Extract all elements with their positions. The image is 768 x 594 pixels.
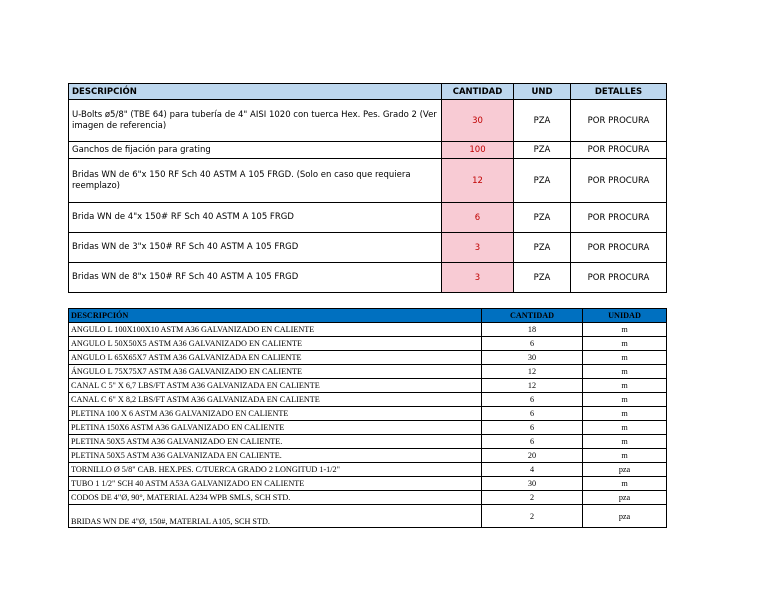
- cell-description: CANAL C 5" X 6,7 LBS/FT ASTM A36 GALVANIZADA EN CALIENTE: [69, 379, 482, 393]
- procurement-table: [68, 83, 667, 293]
- header-descripcion: DESCRIPCIÓN: [69, 84, 442, 100]
- cell-quantity: 18: [482, 323, 583, 337]
- cell-unit: m: [583, 435, 667, 449]
- table-row: [69, 421, 667, 435]
- header-und: UND: [514, 84, 571, 100]
- table-row: [69, 159, 667, 203]
- header-unidad: UNIDAD: [583, 309, 667, 323]
- table-row: [69, 449, 667, 463]
- cell-quantity: 3: [442, 233, 514, 263]
- cell-description: Bridas WN de 6"x 150 RF Sch 40 ASTM A 105 FRGD. (Solo en caso que requiera reemplazo): [69, 159, 442, 203]
- table-row: [69, 323, 667, 337]
- cell-quantity: 6: [482, 435, 583, 449]
- cell-quantity: 4: [482, 463, 583, 477]
- cell-description: TUBO 1 1/2" SCH 40 ASTM A53A GALVANIZADO EN CALIENTE: [69, 477, 482, 491]
- cell-description: CANAL C 6" X 8,2 LBS/FT ASTM A36 GALVANIZADA EN CALIENTE: [69, 393, 482, 407]
- cell-quantity: 30: [482, 351, 583, 365]
- cell-description: ANGULO L 65X65X7 ASTM A36 GALVANIZADA EN CALIENTE: [69, 351, 482, 365]
- table-row: [69, 100, 667, 142]
- cell-quantity: 6: [482, 407, 583, 421]
- cell-quantity: 2: [482, 491, 583, 505]
- cell-details: POR PROCURA: [571, 233, 667, 263]
- cell-quantity: 6: [482, 421, 583, 435]
- table-row: [69, 351, 667, 365]
- cell-details: POR PROCURA: [571, 100, 667, 142]
- cell-quantity: 12: [482, 379, 583, 393]
- table-header-row: [69, 84, 667, 100]
- cell-unit: PZA: [514, 233, 571, 263]
- cell-description: Bridas WN de 8"x 150# RF Sch 40 ASTM A 105 FRGD: [69, 263, 442, 293]
- cell-details: POR PROCURA: [571, 142, 667, 159]
- cell-quantity: 30: [442, 100, 514, 142]
- cell-description: ANGULO L 50X50X5 ASTM A36 GALVANIZADO EN CALIENTE: [69, 337, 482, 351]
- cell-unit: m: [583, 407, 667, 421]
- cell-description: PLETINA 150X6 ASTM A36 GALVANIZADO EN CALIENTE: [69, 421, 482, 435]
- table-row: [69, 337, 667, 351]
- table-header-row: [69, 309, 667, 323]
- cell-unit: m: [583, 449, 667, 463]
- table-row: [69, 477, 667, 491]
- cell-unit: PZA: [514, 142, 571, 159]
- table-row: [69, 463, 667, 477]
- cell-unit: pza: [583, 463, 667, 477]
- cell-unit: PZA: [514, 100, 571, 142]
- table-row: [69, 435, 667, 449]
- cell-quantity: 20: [482, 449, 583, 463]
- cell-quantity: 30: [482, 477, 583, 491]
- cell-quantity: 6: [482, 337, 583, 351]
- cell-description: ANGULO L 100X100X10 ASTM A36 GALVANIZADO EN CALIENTE: [69, 323, 482, 337]
- header-detalles: DETALLES: [571, 84, 667, 100]
- header-cantidad: CANTIDAD: [482, 309, 583, 323]
- cell-description: PLETINA 50X5 ASTM A36 GALVANIZADA EN CALIENTE.: [69, 449, 482, 463]
- cell-details: POR PROCURA: [571, 203, 667, 233]
- cell-description: PLETINA 50X5 ASTM A36 GALVANIZADO EN CALIENTE.: [69, 435, 482, 449]
- table-row: [69, 203, 667, 233]
- table-row: [69, 505, 667, 528]
- cell-description: Brida WN de 4"x 150# RF Sch 40 ASTM A 105 FRGD: [69, 203, 442, 233]
- cell-description: BRIDAS WN DE 4"Ø, 150#, MATERIAL A105, SCH STD.: [69, 505, 482, 528]
- cell-details: POR PROCURA: [571, 159, 667, 203]
- cell-description: PLETINA 100 X 6 ASTM A36 GALVANIZADO EN CALIENTE: [69, 407, 482, 421]
- table-row: [69, 263, 667, 293]
- cell-description: CODOS DE 4"Ø, 90°, MATERIAL A234 WPB SMLS, SCH STD.: [69, 491, 482, 505]
- table-row: [69, 142, 667, 159]
- cell-description: ÁNGULO L 75X75X7 ASTM A36 GALVANIZADO EN CALIENTE: [69, 365, 482, 379]
- header-descripcion: DESCRIPCIÓN: [69, 309, 482, 323]
- table-row: [69, 233, 667, 263]
- cell-quantity: 12: [482, 365, 583, 379]
- cell-unit: m: [583, 379, 667, 393]
- cell-unit: PZA: [514, 203, 571, 233]
- cell-unit: m: [583, 365, 667, 379]
- cell-quantity: 100: [442, 142, 514, 159]
- cell-unit: m: [583, 477, 667, 491]
- cell-unit: pza: [583, 491, 667, 505]
- materials-table: [68, 308, 667, 528]
- table-row: [69, 407, 667, 421]
- cell-quantity: 2: [482, 505, 583, 528]
- cell-unit: m: [583, 337, 667, 351]
- cell-quantity: 6: [482, 393, 583, 407]
- cell-description: TORNILLO Ø 5/8" CAB. HEX.PES. C/TUERCA GRADO 2 LONGITUD 1-1/2": [69, 463, 482, 477]
- cell-unit: PZA: [514, 263, 571, 293]
- header-cantidad: CANTIDAD: [442, 84, 514, 100]
- cell-description: U-Bolts ø5/8" (TBE 64) para tubería de 4" AISI 1020 con tuerca Hex. Pes. Grado 2 (Ver imagen de referencia): [69, 100, 442, 142]
- cell-unit: pza: [583, 505, 667, 528]
- table-row: [69, 393, 667, 407]
- cell-quantity: 3: [442, 263, 514, 293]
- cell-unit: m: [583, 421, 667, 435]
- cell-description: Bridas WN de 3"x 150# RF Sch 40 ASTM A 105 FRGD: [69, 233, 442, 263]
- cell-description: Ganchos de fijación para grating: [69, 142, 442, 159]
- cell-unit: m: [583, 323, 667, 337]
- cell-unit: m: [583, 351, 667, 365]
- cell-quantity: 6: [442, 203, 514, 233]
- table-row: [69, 379, 667, 393]
- table-row: [69, 365, 667, 379]
- cell-unit: m: [583, 393, 667, 407]
- cell-unit: PZA: [514, 159, 571, 203]
- cell-details: POR PROCURA: [571, 263, 667, 293]
- cell-quantity: 12: [442, 159, 514, 203]
- table-row: [69, 491, 667, 505]
